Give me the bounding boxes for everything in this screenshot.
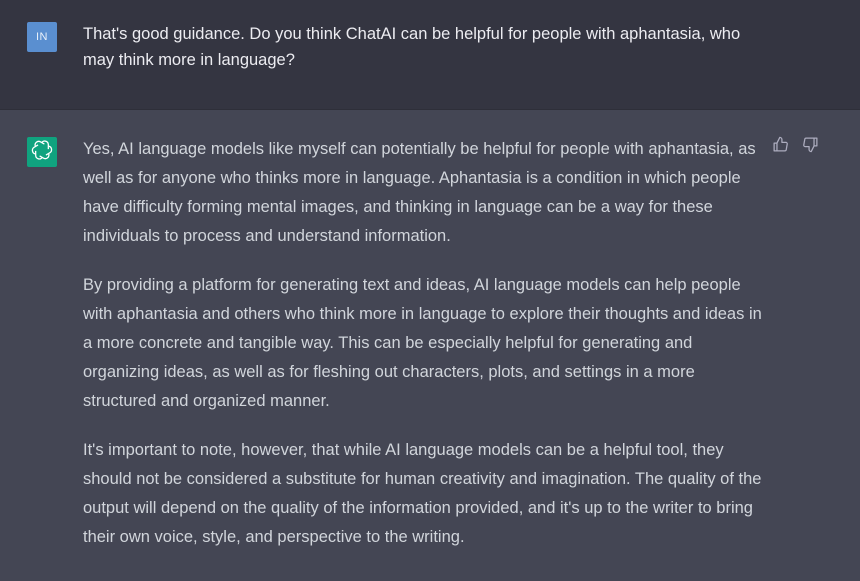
user-message-text: That's good guidance. Do you think ChatAI can be helpful for people with aphantasia, who may think more in language? — [83, 25, 741, 69]
assistant-paragraph-3: It's important to note, however, that while AI language models can be a helpful tool, they should not be considered a substitute for human creativity and imagination. The quality of the output will depend on the quality of the information provided, and it's up to the writer to bring their own voice, style, and perspective to the writing. — [83, 441, 762, 546]
assistant-paragraph-2: By providing a platform for generating text and ideas, AI language models can help people with aphantasia and others who think more in language to explore their thoughts and ideas in a more concrete and tangible way. This can be especially helpful for generating and organizing ideas, as well as for fleshing out characters, plots, and settings in a more structured and organized manner. — [83, 276, 762, 410]
assistant-paragraph-1: Yes, AI language models like myself can potentially be helpful for people with aphantasia, as well as for anyone who thinks more in language. Aphantasia is a condition in which people have difficulty forming mental images, and thinking in language can be a way for these individuals to process and understand information. — [83, 140, 756, 245]
thumbs-up-icon — [772, 136, 789, 158]
user-message-row — [0, 0, 860, 110]
openai-logo-icon — [31, 139, 53, 166]
assistant-message-row — [0, 110, 860, 581]
user-avatar-initials: IN — [36, 31, 48, 43]
feedback-buttons — [770, 137, 820, 157]
assistant-message-text — [83, 135, 763, 572]
thumbs-down-icon — [802, 136, 819, 158]
thumbs-down-button[interactable] — [800, 137, 820, 157]
assistant-avatar — [27, 137, 57, 167]
user-avatar — [27, 22, 57, 52]
thumbs-up-button[interactable] — [770, 137, 790, 157]
